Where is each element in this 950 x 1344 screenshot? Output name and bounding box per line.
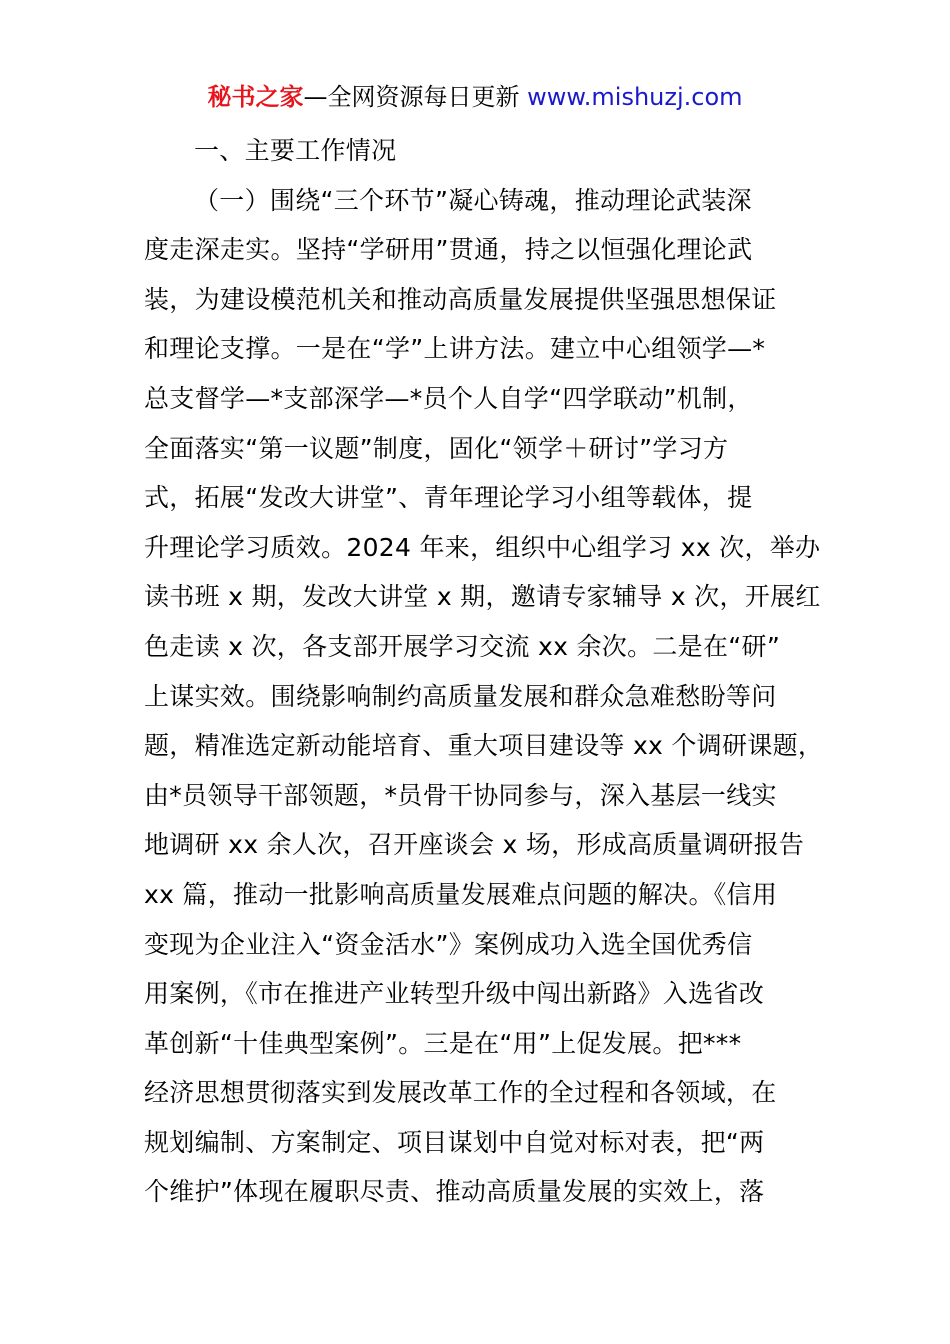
paragraph-line: 度走深走实。坚持“学研用”贯通，持之以恒强化理论武: [144, 235, 753, 265]
paragraph-line: xx 篇，推动一批影响高质量发展难点问题的解决。《信用: [144, 879, 778, 909]
site-tagline: —全网资源每日更新: [303, 83, 528, 111]
paragraph-line: 总支督学—*支部深学—*员个人自学“四学联动”机制，: [144, 383, 753, 413]
paragraph-line: 革创新“十佳典型案例”。三是在“用”上促发展。把***: [144, 1028, 742, 1058]
document-body: [144, 126, 834, 1217]
paragraph-line: 地调研 xx 余人次，召开座谈会 x 场，形成高质量调研报告: [144, 830, 805, 860]
site-brand: 秘书之家: [207, 83, 304, 111]
paragraph-line: 和理论支撑。一是在“学”上讲方法。建立中心组领学—*: [144, 334, 766, 364]
paragraph-line: 由*员领导干部领题，*员骨干协同参与，深入基层一线实: [144, 780, 777, 810]
paragraph-line: 读书班 x 期，发改大讲堂 x 期，邀请专家辅导 x 次，开展红: [144, 582, 821, 612]
paragraph-line: 装，为建设模范机关和推动高质量发展提供坚强思想保证: [144, 284, 777, 314]
paragraph-line: 经济思想贯彻落实到发展改革工作的全过程和各领域，在: [144, 1078, 777, 1108]
paragraph-line: 全面落实“第一议题”制度，固化“领学＋研讨”学习方: [144, 433, 729, 463]
paragraph-line: 用案例，《市在推进产业转型升级中闯出新路》入选省改: [144, 979, 765, 1009]
paragraph-line: （一）围绕“三个环节”凝心铸魂，推动理论武装深: [194, 185, 752, 215]
paragraph-line: 规划编制、方案制定、项目谋划中自觉对标对表，把“两: [144, 1127, 765, 1157]
paragraph-line: 色走读 x 次，各支部开展学习交流 xx 余次。二是在“研”: [144, 631, 781, 661]
section-heading: 一、主要工作情况: [194, 136, 397, 165]
paragraph-line: 变现为企业注入“资金活水”》案例成功入选全国优秀信: [144, 929, 753, 959]
paragraph-line: 题，精准选定新动能培育、重大项目建设等 xx 个调研课题，: [144, 731, 824, 761]
site-header: [0, 80, 950, 114]
paragraph-line: 上谋实效。围绕影响制约高质量发展和群众急难愁盼等问: [144, 681, 777, 711]
site-url-link[interactable]: www.mishuzj.com: [527, 83, 743, 111]
paragraph-line: 式，拓展“发改大讲堂”、青年理论学习小组等载体，提: [144, 483, 753, 513]
paragraph-line: 个维护”体现在履职尽责、推动高质量发展的实效上，落: [144, 1177, 765, 1207]
paragraph-line: 升理论学习质效。2024 年来，组织中心组学习 xx 次，举办: [144, 532, 821, 562]
